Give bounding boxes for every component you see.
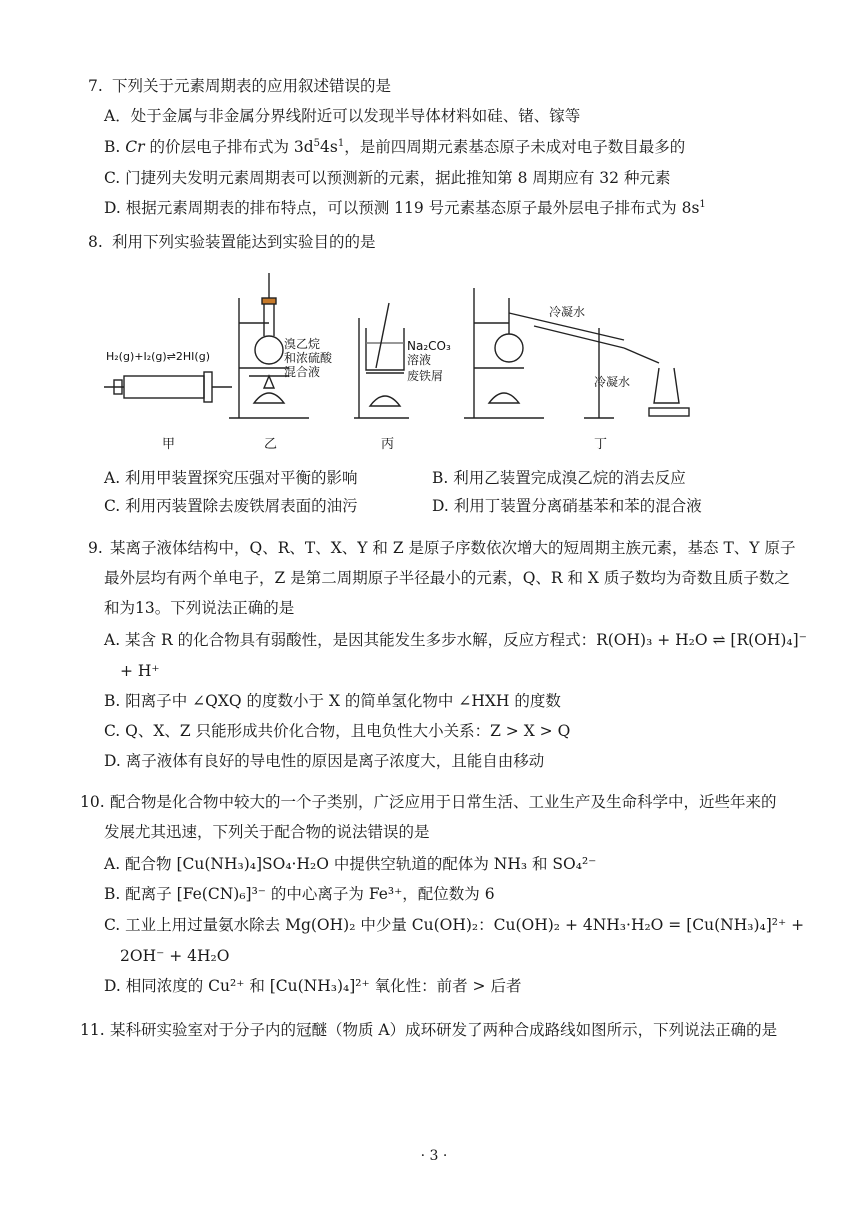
fig-caption-yi: 乙 xyxy=(264,437,278,452)
q9-stem-line3: 和为13。下列说法正确的是 xyxy=(104,599,295,617)
q10-number: 10. xyxy=(80,793,105,811)
fig-caption-jia: 甲 xyxy=(162,437,176,452)
q10-option-c: C. 工业上用过量氨水除去 Mg(OH)₂ 中少量 Cu(OH)₂：Cu(OH)₂ + 4NH₃·H₂O = [Cu(NH₃)₄]²⁺ + xyxy=(104,916,805,934)
fig-caption-ding: 丁 xyxy=(594,437,608,452)
q9-option-d: D. 离子液体有良好的导电性的原因是离子浓度大，且能自由移动 xyxy=(104,752,545,770)
q8-option-c: C. 利用丙装置除去废铁屑表面的油污 xyxy=(104,497,358,515)
q9-number: 9. xyxy=(88,539,103,557)
q10-option-c-cont: 2OH⁻ + 4H₂O xyxy=(120,947,230,965)
q7-stem: 下列关于元素周期表的应用叙述错误的是 xyxy=(112,77,392,95)
apparatus-figure xyxy=(104,268,784,456)
apparatus-drawing xyxy=(104,268,784,456)
fig-label-mixture: 混合液 xyxy=(284,365,321,379)
q8-option-d: D. 利用丁装置分离硝基苯和苯的混合液 xyxy=(432,497,702,515)
fig-label-na2co3: Na₂CO₃ xyxy=(407,339,451,353)
q8-option-b: B. 利用乙装置完成溴乙烷的消去反应 xyxy=(432,469,686,487)
q7-number: 7. xyxy=(88,77,103,95)
q9-option-a-cont: + H⁺ xyxy=(120,662,160,680)
q9-stem-line1: 某离子液体结构中，Q、R、T、X、Y 和 Z 是原子序数依次增大的短周期主族元素，基态 T、Y 原子 xyxy=(110,539,796,557)
q7-option-c: C. 门捷列夫发明元素周期表可以预测新的元素，据此推知第 8 周期应有 32 种元素 xyxy=(104,169,671,187)
q10-option-b: B. 配离子 [Fe(CN)₆]³⁻ 的中心离子为 Fe³⁺，配位数为 6 xyxy=(104,885,495,903)
q10-option-d: D. 相同浓度的 Cu²⁺ 和 [Cu(NH₃)₄]²⁺ 氧化性：前者 > 后者 xyxy=(104,977,522,995)
q9-option-a: A. 某含 R 的化合物具有弱酸性，是因其能发生多步水解，反应方程式：R(OH)₃ + H₂O ⇌ [R(OH)₄]⁻ xyxy=(104,631,807,649)
q9-stem-line2: 最外层均有两个单电子，Z 是第二周期原子半径最小的元素，Q、R 和 X 质子数均为奇数且质子数之 xyxy=(104,569,790,587)
q10-stem-line1: 配合物是化合物中较大的一个子类别，广泛应用于日常生活、工业生产及生命科学中，近些年来的 xyxy=(110,793,777,811)
q11-number: 11. xyxy=(80,1021,105,1039)
q10-stem-line2: 发展尤其迅速，下列关于配合物的说法错误的是 xyxy=(104,823,430,841)
fig-equilibrium-label: H₂(g)+I₂(g)⇌2HI(g) xyxy=(106,350,210,363)
fig-label-scrap-iron: 废铁屑 xyxy=(407,369,444,383)
q8-number: 8. xyxy=(88,233,103,251)
page-number: · 3 · xyxy=(420,1148,448,1164)
q8-stem: 利用下列实验装置能达到实验目的的是 xyxy=(112,233,376,251)
fig-label-cooling-water-in: 冷凝水 xyxy=(549,305,586,319)
fig-label-cooling-water-out: 冷凝水 xyxy=(594,375,631,389)
q7-option-a: A．处于金属与非金属分界线附近可以发现半导体材料如硅、锗、镓等 xyxy=(104,107,581,125)
q11-stem-line1: 某科研实验室对于分子内的冠醚（物质 A）成环研发了两种合成路线如图所示，下列说法正确的是 xyxy=(110,1021,778,1039)
q9-option-c: C. Q、X、Z 只能形成共价化合物，且电负性大小关系：Z > X > Q xyxy=(104,722,571,740)
fig-label-sulfuric: 和浓硫酸 xyxy=(284,351,333,365)
q7-option-d: D. 根据元素周期表的排布特点，可以预测 119 号元素基态原子最外层电子排布式为 $8s^1$ xyxy=(104,198,706,217)
q10-option-a: A. 配合物 [Cu(NH₃)₄]SO₄·H₂O 中提供空轨道的配体为 NH₃ 和 SO₄²⁻ xyxy=(104,855,597,873)
fig-caption-bing: 丙 xyxy=(381,437,395,452)
q9-option-b: B. 阳离子中 ∠QXQ 的度数小于 X 的简单氢化物中 ∠HXH 的度数 xyxy=(104,692,561,710)
fig-label-solution: 溶液 xyxy=(407,353,432,367)
q7-option-b: B. Cr 的价层电子排布式为 $3d^54s^1$，是前四周期元素基态原子未成对电子数目最多的 xyxy=(104,137,686,156)
q8-option-a: A. 利用甲装置探究压强对平衡的影响 xyxy=(104,469,358,487)
fig-label-bromoethane: 溴乙烷 xyxy=(284,337,321,351)
